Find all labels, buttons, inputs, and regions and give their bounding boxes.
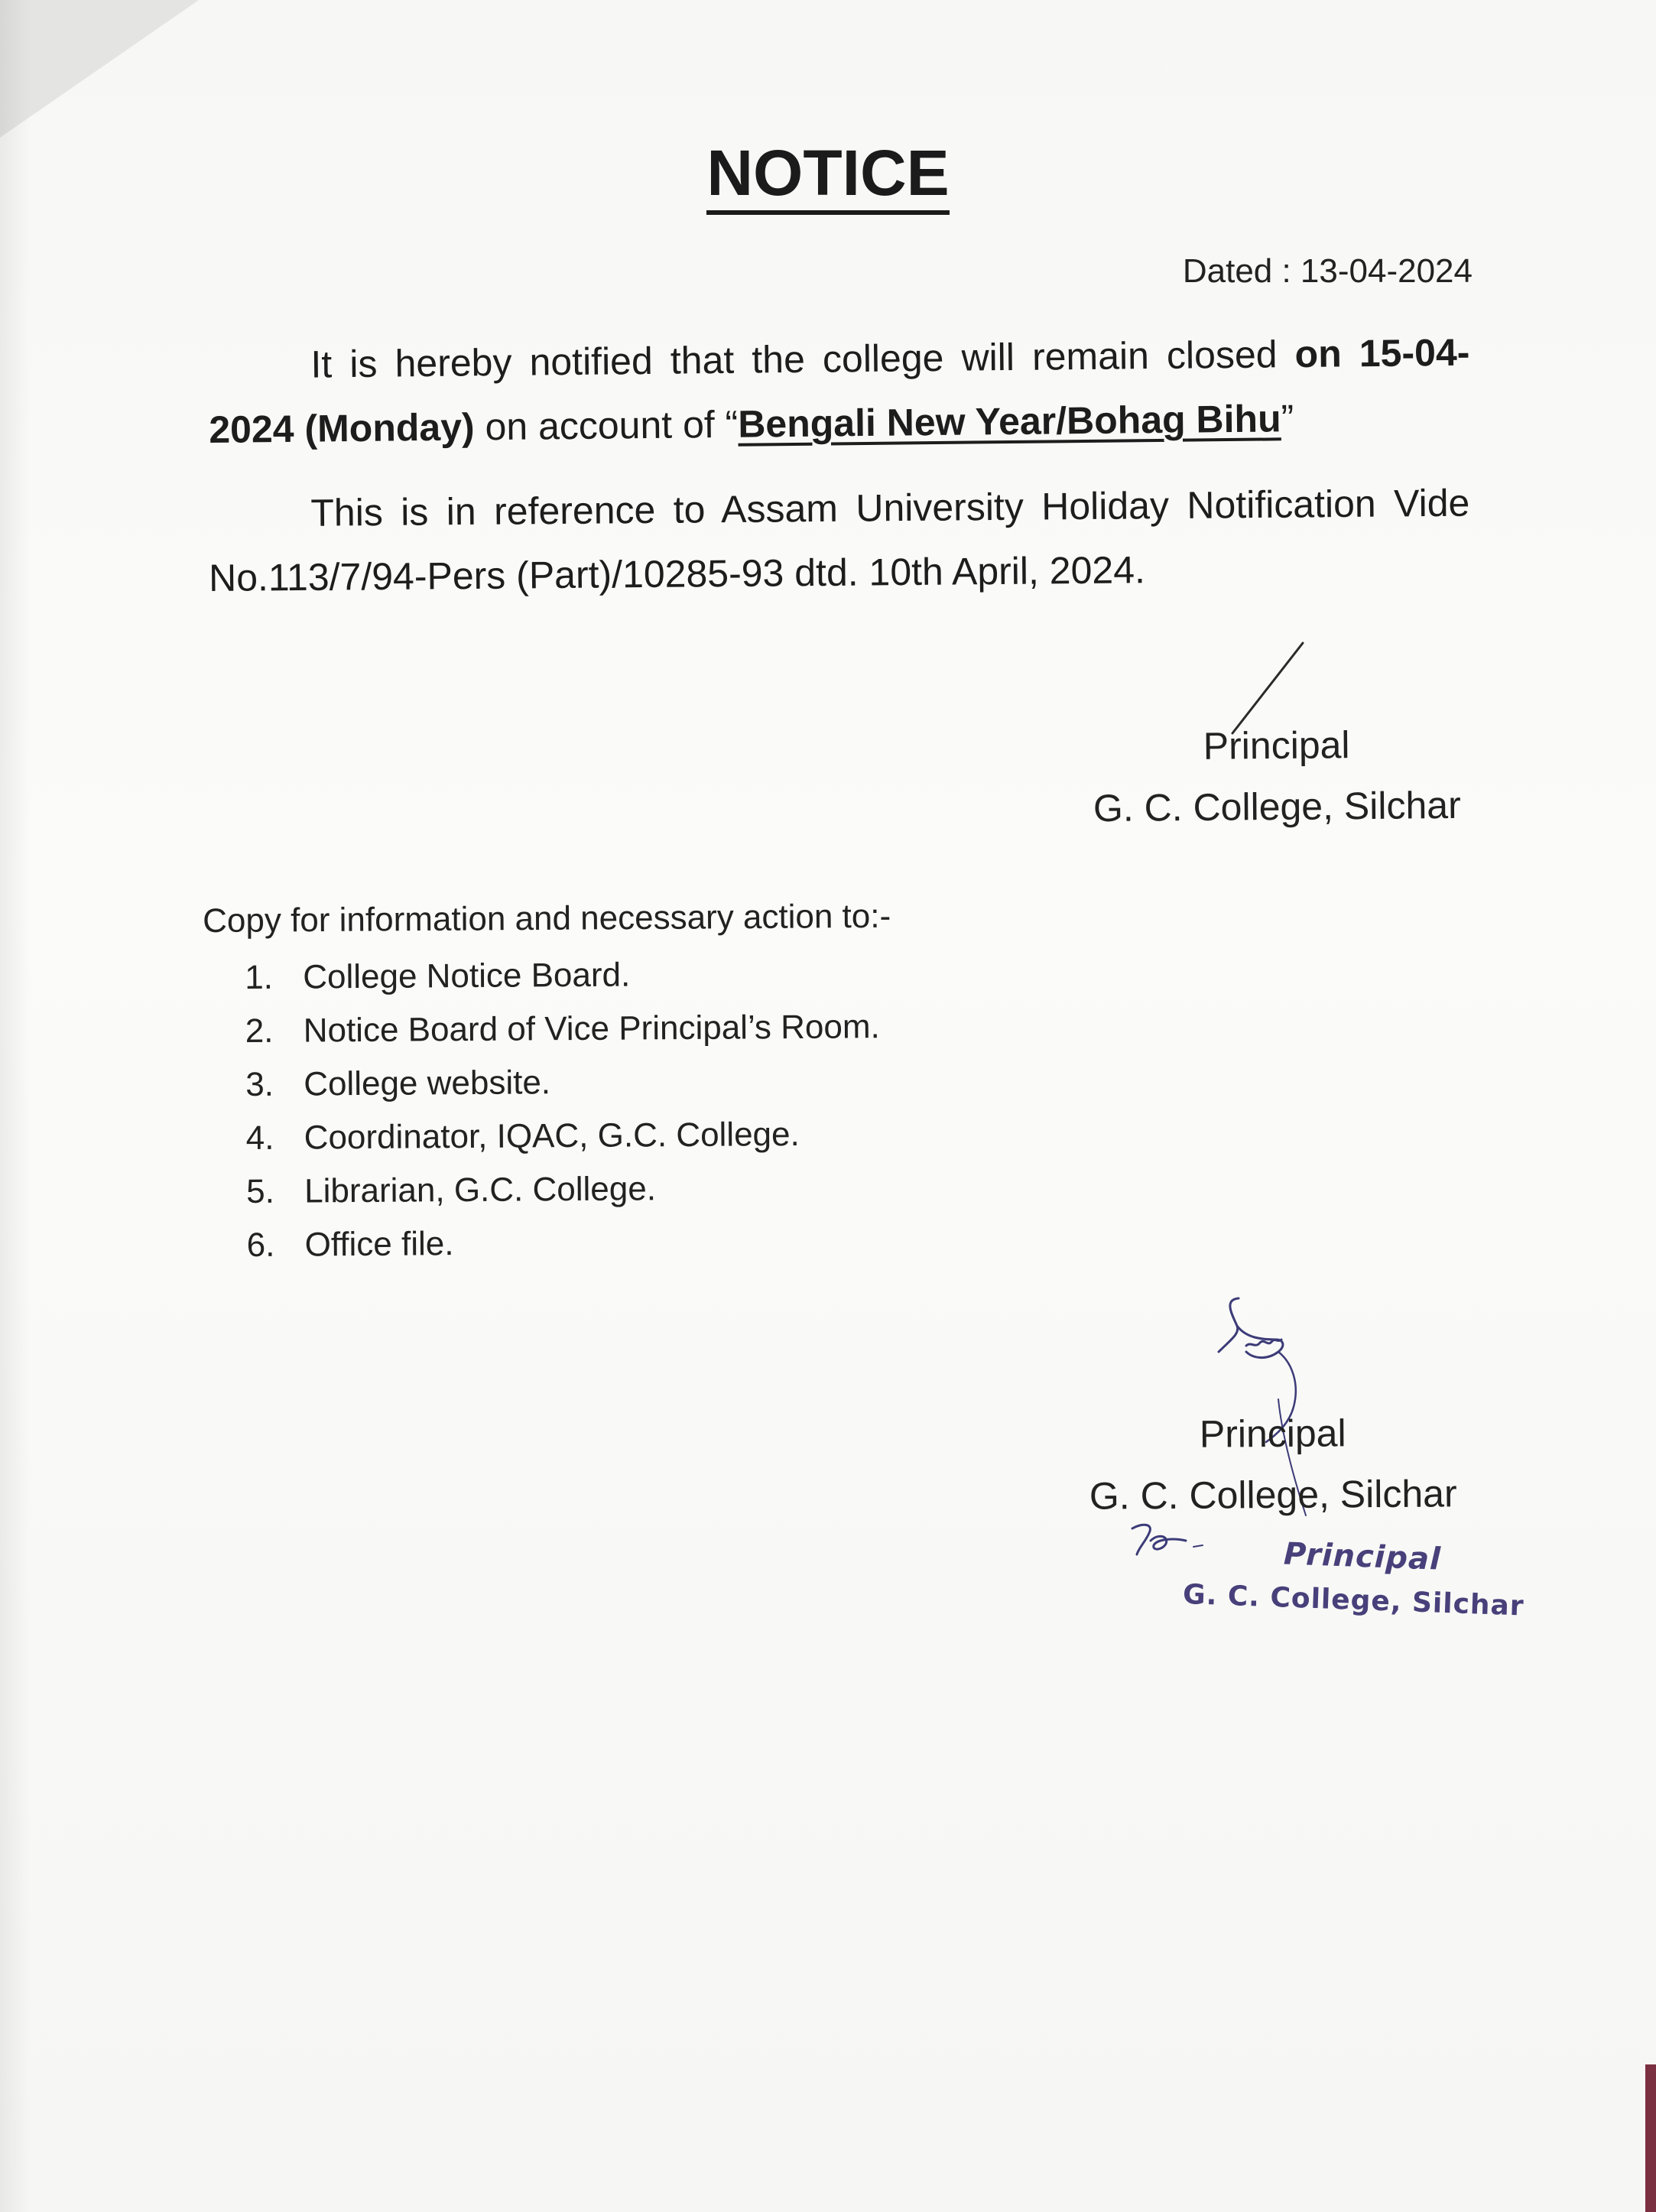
list-item-text: Office file. xyxy=(304,1225,454,1264)
occasion-name: Bengali New Year/Bohag Bihu xyxy=(737,397,1281,446)
copy-to-heading: Copy for information and necessary action to:- xyxy=(203,897,891,940)
closure-date: on 15-04-2024 (Monday) xyxy=(209,330,1470,451)
list-item-text: College Notice Board. xyxy=(303,956,631,996)
list-item-number: 1. xyxy=(245,958,274,996)
notice-title xyxy=(0,136,1656,210)
list-item xyxy=(246,1159,1087,1219)
signatory-designation: Principal xyxy=(1199,1411,1346,1456)
list-item xyxy=(245,1106,1086,1165)
list-item-number: 6. xyxy=(246,1226,275,1264)
official-stamp xyxy=(1182,1533,1551,1623)
page-edge-strip xyxy=(1645,2064,1656,2212)
stamp-designation: Principal xyxy=(1283,1536,1442,1577)
stamp-institution: G. C. College, Silchar xyxy=(1182,1578,1525,1622)
closure-paragraph xyxy=(208,320,1471,462)
list-item-number: 5. xyxy=(246,1172,275,1210)
signatory-designation: Principal xyxy=(1203,723,1350,768)
signature-block-2 xyxy=(1073,1402,1472,1527)
notice-date: Dated : 13-04-2024 xyxy=(1182,252,1473,290)
page-edge-shadow xyxy=(0,0,31,2212)
signatory-institution: G. C. College, Silchar xyxy=(1093,783,1461,830)
signatory-institution: G. C. College, Silchar xyxy=(1089,1472,1457,1518)
closure-text-part3: ” xyxy=(1281,397,1294,440)
list-item-text: College website. xyxy=(304,1064,551,1103)
list-item-text: Coordinator, IQAC, G.C. College. xyxy=(304,1115,800,1157)
notice-title-text: NOTICE xyxy=(706,137,949,215)
closure-text-part1: It is hereby notified that the college will remain closed xyxy=(310,333,1295,386)
list-item-text: Notice Board of Vice Principal’s Room. xyxy=(303,1008,880,1050)
reference-text: This is in reference to Assam University Holiday Notification Vide No.113/7/94-Pers (Part)/10285-93 dtd. 10th April, 2024. xyxy=(208,481,1470,599)
list-item-number: 4. xyxy=(245,1119,274,1157)
signature-block-1 xyxy=(1077,713,1476,840)
list-item xyxy=(245,1052,1086,1112)
list-item-number: 2. xyxy=(245,1012,274,1050)
paragraph-indent xyxy=(209,526,311,527)
list-item-text: Librarian, G.C. College. xyxy=(304,1170,657,1210)
copy-to-list xyxy=(245,945,1088,1272)
list-item xyxy=(245,945,1086,1005)
list-item-number: 3. xyxy=(245,1065,274,1103)
list-item xyxy=(246,1213,1087,1272)
list-item xyxy=(245,999,1086,1058)
reference-paragraph xyxy=(208,471,1470,610)
closure-text-part2: on account of “ xyxy=(474,402,739,449)
